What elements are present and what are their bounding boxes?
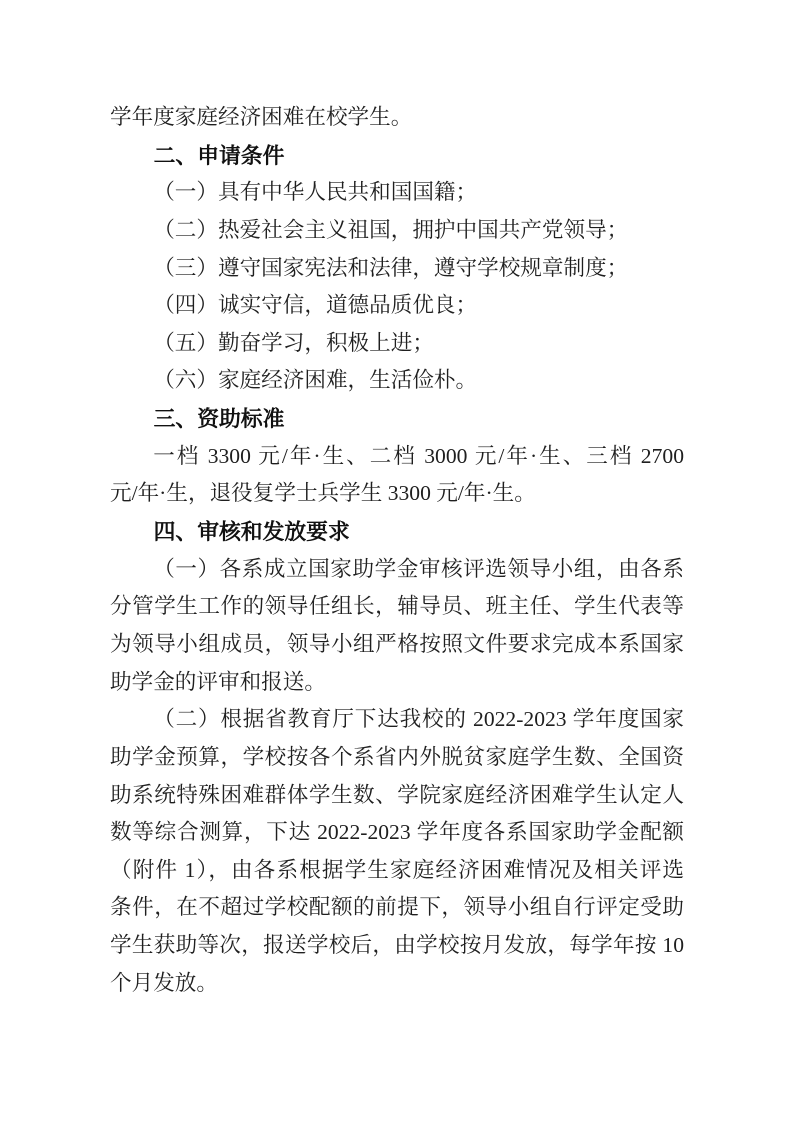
review-item-2-line-2: 助学金预算，学校按各个系省内外脱贫家庭学生数、全国资	[110, 744, 684, 769]
condition-item-1: （一）具有中华人民共和国国籍；	[153, 180, 478, 205]
review-item-1-line-3: 为领导小组成员，领导小组严格按照文件要求完成本系国家	[110, 631, 684, 656]
review-item-2-line-3: 助系统特殊困难群体学生数、学院家庭经济困难学生认定人	[110, 782, 684, 807]
condition-item-4: （四）诚实守信，道德品质优良；	[153, 293, 478, 318]
funding-standard-line-1: 一档 3300 元/年·生、二档 3000 元/年·生、三档 2700	[153, 443, 684, 468]
review-item-2-line-7: 学生获助等次，报送学校后，由学校按月发放，每学年按 10	[110, 933, 684, 958]
condition-item-6: （六）家庭经济困难，生活俭朴。	[153, 368, 478, 393]
heading-review-and-disbursement: 四、审核和发放要求	[153, 519, 350, 545]
funding-standard-line-2: 元/年·生，退役复学士兵学生 3300 元/年·生。	[110, 481, 536, 506]
review-item-2-line-6: 条件，在不超过学校配额的前提下，领导小组自行评定受助	[110, 895, 684, 920]
condition-item-3: （三）遵守国家宪法和法律，遵守学校规章制度；	[153, 255, 629, 280]
review-item-2-line-8: 个月发放。	[110, 970, 218, 995]
review-item-1-line-1: （一）各系成立国家助学金审核评选领导小组，由各系	[153, 556, 684, 581]
review-item-1-line-4: 助学金的评审和报送。	[110, 669, 326, 694]
heading-application-conditions: 二、申请条件	[153, 142, 285, 168]
review-item-2-line-5: （附件 1），由各系根据学生家庭经济困难情况及相关评选	[110, 857, 684, 882]
heading-funding-standard: 三、资助标准	[153, 406, 285, 432]
condition-item-5: （五）勤奋学习，积极上进；	[153, 330, 434, 355]
condition-item-2: （二）热爱社会主义祖国，拥护中国共产党领导；	[153, 217, 629, 242]
review-item-1-line-2: 分管学生工作的领导任组长，辅导员、班主任、学生代表等	[110, 594, 684, 619]
document-body	[110, 99, 684, 1002]
paragraph-continuation-eligibility: 学年度家庭经济困难在校学生。	[110, 105, 413, 129]
review-item-2-line-1: （二）根据省教育厅下达我校的 2022-2023 学年度国家	[153, 707, 684, 732]
review-item-2-line-4: 数等综合测算，下达 2022-2023 学年度各系国家助学金配额	[110, 820, 684, 845]
